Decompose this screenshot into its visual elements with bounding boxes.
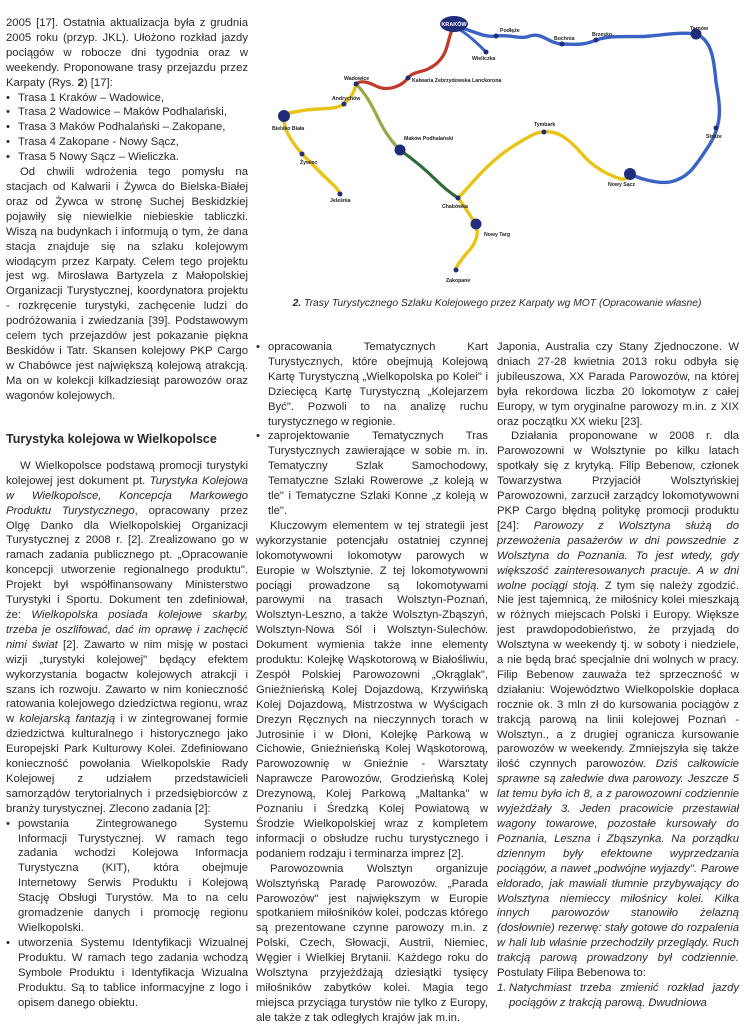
column-2 <box>256 340 488 1026</box>
station-node <box>471 219 482 230</box>
city-label: Tymbark <box>534 122 556 128</box>
station-node <box>714 126 719 131</box>
list-item: • Trasa 5 Nowy Sącz – Wieliczka. <box>6 150 248 165</box>
route-list <box>6 91 248 166</box>
list-item: • powstania Zintegrowanego Systemu Informacji Turystycznej. W ramach tego zadania wchodzi Kolejowa Informacja Turystyczna (KIT), która obejmuje Internetowy Serwis Produktu i Kolejową Stację Obsługi Turystów. Ma to na celu gromadzenie danych i promocję regionu Wielkopolski. <box>6 817 248 936</box>
list-item: • opracowania Tematycznych Kart Turystycznych, które obejmują Kolejową Kartę Turystyczną „Wielkopolska po Kolei" i Dziecięcą Kartę Turystyczną „Kolejarzem Być". Pozwoli to na analizę ruchu turystycznego w regionie. <box>256 340 488 429</box>
route-green <box>400 150 458 198</box>
city-label: Jeleśnia <box>330 198 351 204</box>
station-node <box>542 130 547 135</box>
station-node <box>456 196 461 201</box>
station-node <box>354 82 359 87</box>
city-label: Podłęże <box>500 28 520 34</box>
list-item: • Trasa 3 Maków Podhalański – Zakopane, <box>6 120 248 135</box>
city-label: Zakopane <box>446 278 471 284</box>
city-label: Nowy Sącz <box>608 182 636 188</box>
paragraph: Parowozownia Wolsztyn organizuje Wolsztyńską Paradę Parowozów. „Parada Parowozów" jest największym w Europie spotkaniem miłośników kolei, podczas którego są prezentowane czynne parowozy m.in. z Polski, Czech, Słowacji, Austrii, Niemiec, Węgier i Wielkiej Brytanii. Każdego roku do Wolsztyna przyjeżdżają dziesiątki tysięcy miłośników zabytków kolei. Magia tego miejsca przyciąga turystów nie tylko z Europy, ale także z tak odległych krajów jak m.in. <box>256 862 488 1024</box>
figure-caption: 2. Trasy Turystycznego Szlaku Kolejowego przez Karpaty wg MOT (Opracowanie własne) <box>292 298 702 309</box>
station-node <box>494 34 499 39</box>
station-node <box>454 268 459 273</box>
column-3 <box>497 340 739 1011</box>
list-item: • Trasa 1 Kraków – Wadowice, <box>6 91 248 106</box>
station-node <box>484 50 489 55</box>
list-item: • zaprojektowanie Tematycznych Tras Turystycznych zawierające w sobie m. in. Tematyczny Szlak Samochodowy, Tematyczne Szlaki Rowerowe „z koleją w tle" i Tematyczne Szlaki Konne „z koleją w tle". <box>256 429 488 518</box>
postulates-list <box>497 981 739 1011</box>
station-node <box>278 110 290 122</box>
city-label: Maków Podhalański <box>404 136 454 142</box>
paragraph: Kluczowym elementem w tej strategii jest wykorzystanie potencjału ostatniej czynnej lokomotywowni lokomotyw parowych w Europie w Wolsztynie. Z tej lokomotywowni pociągi prowadzone są lokomotywami parowymi na trasach Wolsztyn-Poznań, Wolsztyn-Leszno, a także Wolsztyn-Zbąszyń, Wolsztyn-Nowa Sól i Wolsztyn-Sulechów. Dokument wymienia także inne elementy produktu: Kolejkę Wąskotorową w Białośliwiu, Zespół Polskiej Parowozowni „Okrąglak", Gnieźnieńską Kolej Dojazdową, Krzywińską Kolej Dojazdową, Mistrzostwa w Wyścigach Drezyn Ręcznych na nieczynnych torach w Jutrosinie i w Dłoni, Kolejkę Parkową w Cichowie, Gnieźnieńską Kolej Wąskotorową, Parowozownię w Gnieźnie - Warsztaty Naprawcze Parowozów, Grodzieńską Kolej Drezynową, Kolej Parkową „Maltanka" w Poznaniu i Średzką Kolej Powiatową w Środzie Wielkopolskiej wraz z kompletem informacji o obsłudze ruchu turystycznego i podaniem rodzaju i terminarza imprez [2]. <box>256 519 488 860</box>
station-node <box>406 76 411 81</box>
city-label: Nowy Targ <box>484 232 511 238</box>
section-heading: Turystyka kolejowa w Wielkopolsce <box>6 432 217 446</box>
city-label: Żywiec <box>300 160 318 166</box>
city-label: Kalwaria Zebrzydowska Lanckorona <box>412 78 502 84</box>
station-node <box>624 168 636 180</box>
city-label: KRAKÓW <box>441 22 467 28</box>
task-list <box>6 817 248 1011</box>
city-label: Stróże <box>706 134 722 140</box>
city-label: Chabówka <box>442 204 468 210</box>
station-node <box>300 152 305 157</box>
station-node <box>594 38 599 43</box>
list-item: • Trasa 2 Wadowice – Maków Podhalański, <box>6 105 248 120</box>
list-item: • utworzenia Systemu Identyfikacji Wizualnej Produktu. W ramach tego zadania wchodzą Symbole Produktu i Identyfikacja Wizualna Produktu. Są to tablice informacyjne z logo i opisem danego obiektu. <box>6 936 248 1011</box>
list-item: • Trasa 4 Zakopane - Nowy Sącz, <box>6 135 248 150</box>
list-item: 1. Natychmiast trzeba zmienić rozkład jazdy pociągów z trakcją parową. Dwudniowa <box>497 981 739 1011</box>
paragraph: Działania proponowane w 2008 r. dla Parowozowni w Wolsztynie po kilku latach spotkały się z krytyką. Filip Bebenow, członek Towarzystwa Przyjaciół Wolsztyńskiej Parowozowni, zarzucił zarządcy lokomotywowni PKP Cargo błędną politykę promocji produktu [24]: Parowozy z Wolsztyna służą do przewożenia pasażerów w dni powszednie z Wolsztyna do Poznania. To jest wtedy, gdy większość zainteresowanych pracuje. A w dni wolne pociągi stoją. Z tym się należy zgodzić. Nie jest tajemnicą, że miłośnicy kolei mieszkają w różnych miejscach Polski i Europy. Większe jest prawdopodobieństwo, że przyjadą do Wolsztyna w weekendy tj. w soboty i niedziele, a nie będą brać specjalnie dni wolnych w pracy. Filip Bebenow zauważa też sprzeczność w działaniu: Województwo Wielkopolskie dopłaca rocznie ok. 3 mln zł do kursowania pociągów z trakcją parową na linii kolejowej Poznań - Wolsztyn., a z drugiej ogranicza kursowanie parowozów w weekendy. Zmniejszyła się także ilość czynnych parowozów. Dziś całkowicie sprawne są zaledwie dwa parowozy. Jeszcze 5 lat temu było ich 8, a z parowozowni codziennie wyjeżdżały 3. Jeden pracowicie przestawiał wagony towarowe, pozostałe kursowały do Poznania, Leszna i Zbąszynka. Na porządku dziennym były efektowne wyprzedzania pociągów, a nawet „podwójne wyjazdy". Parowe eldorado, jak mawiali tłumnie przybywający do Wolsztyna niemieccy miłośnicy kolei. Kilka innych parowozów stanowiło żelazną (dosłownie) rezerwę: stały gotowe do rozpalenia w hali lub właśnie przechodziły przeglądy. Ruch trakcją parową prowadzony był codziennie. Postulaty Filipa Bebenowa to: <box>497 430 739 980</box>
station-node <box>395 145 406 156</box>
city-label: Bielsko Biała <box>272 126 305 132</box>
column-1-bottom <box>6 432 248 1010</box>
paragraph: Od chwili wdrożenia tego pomysłu na stacjach od Kalwarii i Żywca do Bielska-Białej oraz od Żywca w stronę Suchej Beskidzkiej pojawiły się niewielkie niebieskie tabliczki. Wiszą na budynkach i informują o tym, że dana stacja znajduje się na szlaku kolejowym wiodącym przez Karpaty. Celem tego projektu jest wg. Mirosława Bartyzela z Małopolskiej Organizacji Turystycznej, koordynatora projektu - rozkręcenie turystyki, zachęcenie ludzi do podróżowania i zwiedzania [39]. Podstawowym celem tych przejazdów jest pokazanie piękna Beskidów i Tatr. Skansen kolejowy PKP Cargo w Chabówce jest największą kolejową atrakcją. Ma on w kolekcji kilkadziesiąt parowozów oraz wagonów kolejowych. <box>6 166 248 402</box>
city-label: Bochnia <box>554 36 575 42</box>
city-label: Wadowice <box>344 76 370 82</box>
station-node <box>560 42 565 47</box>
city-label: Andrychów <box>332 96 361 102</box>
city-label: Brzesko <box>592 32 613 38</box>
city-label: Wieliczka <box>472 56 496 62</box>
station-node <box>338 192 343 197</box>
intro-paragraph: 2005 [17]. Ostatnia aktualizacja była z grudnia 2005 roku (przyp. JKL). Ułożono rozkład jazdy pociągów w robocze dni tygodnia oraz w weekendy. Proponowane trasy przejazdu przez Karpaty (Rys. 2) [17]: <box>6 17 248 89</box>
column-1-top <box>6 16 248 404</box>
route-yellow-east <box>458 132 630 198</box>
station-node <box>342 102 347 107</box>
railway-route-map <box>258 10 744 296</box>
task-list-continued <box>256 340 488 519</box>
route-olive <box>356 84 400 150</box>
paragraph: W Wielkopolsce podstawą promocji turystyki kolejowej jest dokument pt. Turystyka Kolejowa w Wielkopolsce, Koncepcja Markowego Produktu Turystycznego, opracowany przez Olgę Danko dla Wielkopolskiej Organizacji Turystycznej z 2008 r. [2]. Zrealizowano go w ramach zadania publicznego pt. „Opracowanie koncepcji utworzenie regionalnego produktu". Projekt był współfinansowany Ministerstwo Turystyki i Sportu. Dokument ten zdefiniował, że: Wielkopolska posiada kolejowe skarby, trzeba je oszlifować, dać im oprawę i zachęcić nimi świat [2]. Zawarto w nim misję w postaci wizji „turystyki kolejowej" będący efektem wykorzystania bogactw kolejowych atrakcji i szans ich rozwoju. Zawarto w nim konieczność ratowania kolejowego dziedzictwa regionu, wraz w kolejarską fantazją i w zintegrowanej formie dziedzictwa kulturalnego i historycznego jako Europejski Park Kulturowy Kolei. Zdefiniowano konieczność powołania Wielkopolskie Rady Kolejowej z udziałem przedstawicieli samorządów terytorialnych i przedsiębiorców z branży turystycznej. Zlecono zadania [2]: <box>6 459 248 815</box>
city-label: Tarnów <box>690 26 709 32</box>
paragraph: Japonia, Australia czy Stany Zjednoczone. W dniach 27-28 kwietnia 2013 roku odbyła się jubileuszowa, XX Parada Parowozów, na której była rekordowa liczba 20 lokomotyw z całej Europy, w tym oryginalne parowozy m.in. z XIX oraz początku XX wieku [23]. <box>497 341 739 428</box>
